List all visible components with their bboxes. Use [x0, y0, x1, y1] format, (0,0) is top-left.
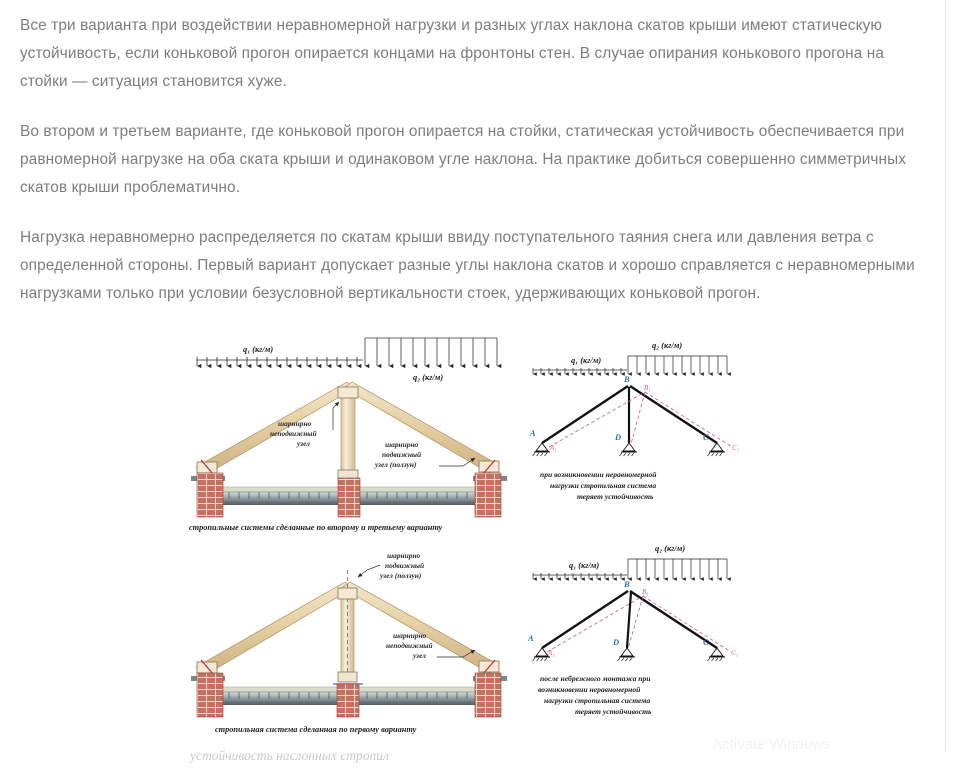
label-fixed-line3-bottom: узел — [413, 651, 426, 660]
article-body — [0, 0, 955, 308]
node-label-c-br: C — [703, 637, 709, 647]
paragraph-3: Нагрузка неравномерно распределяется по скатам крыши ввиду поступательного таяния снега или давления ветра с определенной стороны. Первый вариант допускает разные углы наклона скатов и хорошо справляется с неравномерными нагрузками только при условии безусловной вертикальности стоек, удерживающих коньковой прогон. — [20, 229, 915, 302]
node-label-b-br: B — [624, 579, 630, 589]
node-label-c-tr: C — [703, 432, 709, 442]
leader-sliding-bottom — [358, 565, 380, 577]
label-sliding-node-line2-top: подвижный — [382, 450, 422, 459]
load-arrows-right-top — [365, 338, 497, 366]
brick-pier-left-bottom — [197, 673, 223, 717]
panel-top-left — [189, 338, 507, 532]
panel-top-right — [529, 341, 739, 501]
caption-bottom-right-line3: нагрузки стропильная система — [544, 696, 651, 705]
label-fixed-node-line3-top: узел — [297, 439, 310, 448]
brick-pier-right-bottom — [475, 673, 501, 717]
figure-caption: устойчивость наслонных стропил — [190, 748, 389, 763]
node-label-a-br: A — [528, 633, 534, 643]
support-c-tr — [708, 443, 726, 456]
rafter-left-bottom — [196, 582, 353, 674]
label-fixed-node-line2-top: неподвижный — [270, 429, 317, 438]
brick-pier-center-bottom — [337, 684, 359, 717]
load-arrows-left-br — [533, 573, 621, 579]
ridge-post-base-top — [338, 470, 358, 479]
load-arrows-left-top — [197, 357, 357, 366]
panel-bottom-left — [191, 551, 507, 734]
diagram-grid — [175, 330, 775, 740]
node-label-d-br: D — [613, 637, 620, 647]
ridge-joint-box-bottom — [338, 588, 357, 599]
load-arrows-left-tr — [533, 368, 621, 374]
label-fixed-line2-bottom: неподвижный — [386, 641, 433, 650]
label-fixed-node-line1-top: шарнирно — [278, 419, 312, 428]
support-a-tr — [533, 443, 551, 456]
node-label-a-tr: A — [530, 428, 536, 438]
rafter-right-top — [344, 382, 499, 473]
load-arrows-right-tr — [628, 356, 727, 374]
label-sliding-node-line3-top: узел (ползун) — [375, 460, 417, 469]
node-label-b-def-tr: B₁ — [644, 384, 651, 392]
paragraph-2: Во втором и третьем варианте, где коньковой прогон опирается на стойки, статическая устойчивость обеспечивается при равномерной нагрузке на оба ската крыши и одинаковом угле наклона. На практике добиться совершенно симметричных скатов крыши проблематично. — [20, 123, 907, 196]
caption-top-right-line1: при возникновении неравномерной — [540, 470, 657, 479]
load-label-q1-bottom-right: q₁ (кг/м) — [569, 561, 600, 570]
ridge-post-base-bottom — [338, 672, 357, 682]
node-label-b-tr: B — [624, 374, 630, 384]
support-c-br — [708, 648, 726, 661]
label-sliding-line2-bottom: подвижный — [385, 561, 425, 570]
load-label-q2-bottom-right: q₂ (кг/м) — [655, 544, 686, 553]
caption-top-left: стропильные системы сделанные по второму и третьему варианту — [189, 523, 443, 532]
ridge-joint-box-top — [338, 387, 358, 398]
caption-top-right-line3: теряет устойчивость — [577, 492, 654, 501]
figure-truss-stability — [0, 330, 955, 770]
label-fixed-line1-bottom: шарнирно — [393, 631, 427, 640]
leader-fixed-node-top — [333, 402, 339, 430]
paragraph-1: Все три варианта при воздействии неравномерной нагрузки и разных углах наклона скатов крыши имеют статическую устойчивость, если коньковой прогон опирается концами на фронтоны стен. В случае опирания конькового прогона на стойки — ситуация становится хуже. — [20, 17, 885, 90]
caption-bottom-right-line1: после небрежного монтажа при — [540, 674, 651, 683]
label-sliding-line3-bottom: узел (ползун) — [380, 571, 422, 580]
brick-pier-right-top — [475, 473, 501, 517]
load-label-q1-top-left: q₁ (кг/м) — [243, 345, 274, 354]
caption-bottom-right-line4: теряет устойчивость — [575, 707, 652, 716]
caption-bottom-right-line2: возникновении неравномерной — [538, 685, 641, 694]
node-label-b-def-br: B₁ — [642, 588, 649, 596]
label-sliding-line1-bottom: шарнирно — [387, 551, 421, 560]
caption-bottom-left: стропильная система сделанная по первому варианту — [215, 725, 417, 734]
load-label-q1-top-right: q₁ (кг/м) — [571, 356, 602, 365]
node-label-a-def-tr: A₁ — [550, 444, 557, 452]
panel-bottom-right — [527, 544, 738, 716]
node-label-d-tr: D — [615, 432, 622, 442]
activate-windows-watermark: Activate Windows — [712, 736, 831, 753]
support-d-br — [618, 648, 636, 661]
load-arrows-right-br — [628, 559, 727, 579]
load-label-q2-top-right: q₂ (кг/м) — [652, 341, 683, 350]
node-label-c-def-tr: C₁ — [732, 444, 740, 452]
node-label-a-def-br: A₁ — [548, 649, 555, 657]
label-sliding-node-line1-top: шарнирно — [385, 440, 419, 449]
load-label-q2-top-left: q₂ (кг/м) — [413, 373, 444, 382]
support-d-tr — [620, 443, 638, 456]
caption-top-right-line2: нагрузки стропильная система — [550, 481, 657, 490]
ridge-post-top — [341, 390, 355, 478]
brick-pier-left-top — [197, 473, 223, 517]
truss-diagrams-svg — [175, 330, 775, 740]
node-label-c-def-br: C₁ — [731, 649, 739, 657]
rafter-left-top — [196, 382, 355, 474]
brick-pier-center-top — [338, 478, 360, 517]
